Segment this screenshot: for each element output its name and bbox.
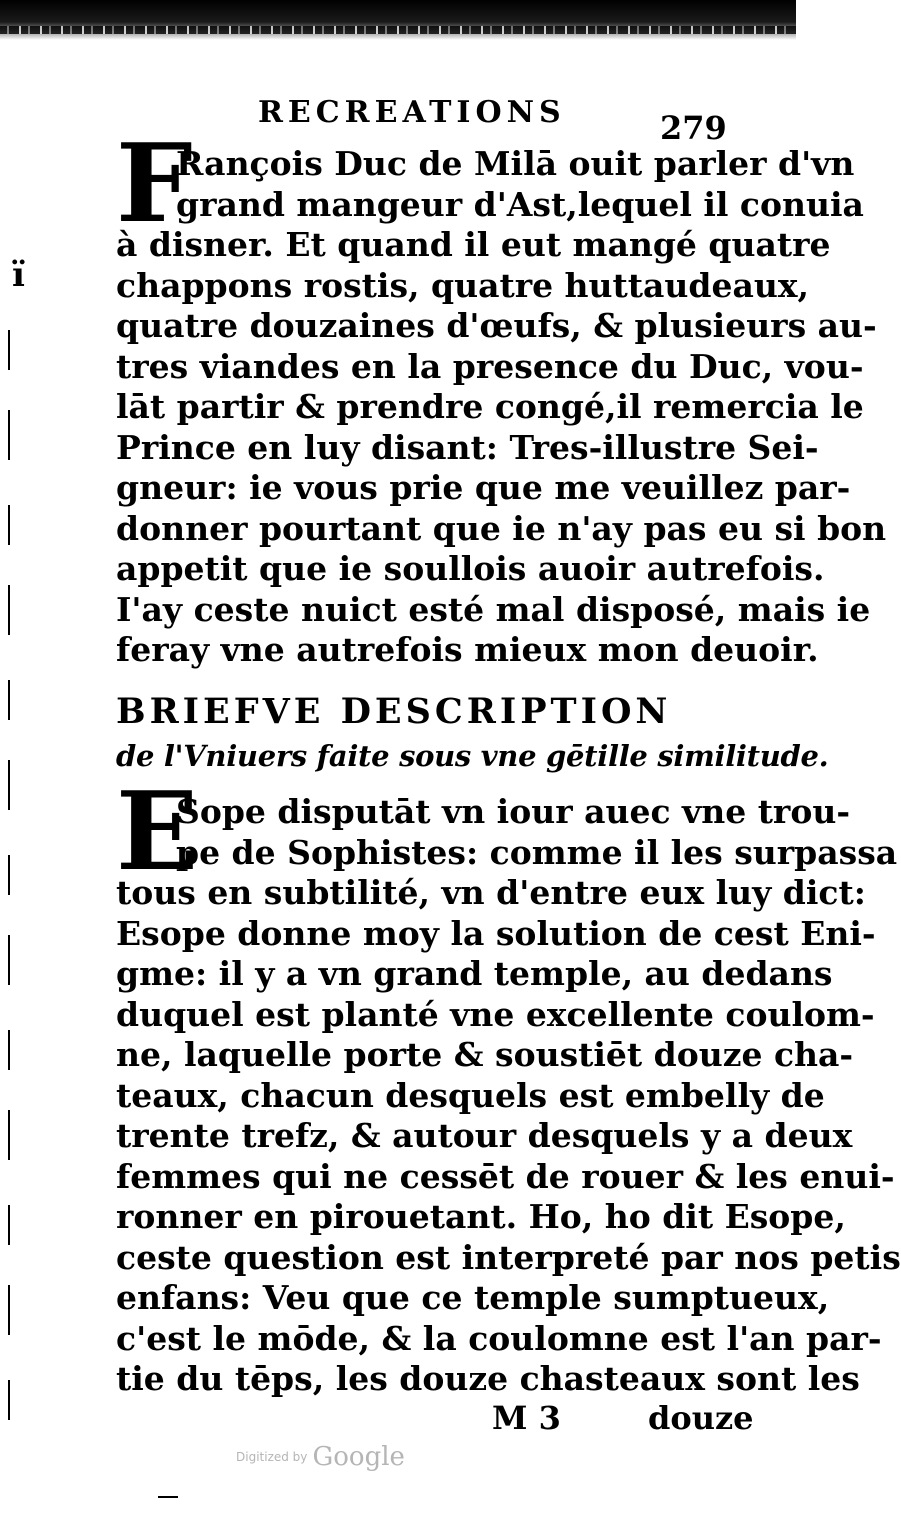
text-line: enfans: Veu que ce temple sumptueux,: [116, 1278, 830, 1317]
section-subheading: de l'Vniuers faite sous vne gētille similitude.: [116, 739, 829, 773]
text-line: femmes qui ne cessēt de rouer & les enui-: [116, 1156, 895, 1196]
text-line: tres viandes en la presence du Duc, vou-: [116, 346, 864, 386]
text-line: feray vne autrefois mieux mon deuoir.: [116, 630, 819, 669]
text-line: grand mangeur d'Ast,lequel il conuia: [176, 184, 864, 224]
text-line: pe de Sophistes: comme il les surpassa: [176, 832, 898, 872]
drop-cap-f: F: [116, 121, 193, 247]
text-line: tous en subtilité, vn d'entre eux luy dict:: [116, 873, 866, 912]
running-head: RECREATIONS: [258, 95, 566, 130]
text-line: c'est le mōde, & la coulomne est l'an par-: [116, 1318, 882, 1358]
catchword: douze: [648, 1399, 754, 1437]
text-line: gme: il y a vn grand temple, au dedans: [116, 954, 833, 993]
signature-mark: M 3: [492, 1399, 561, 1437]
binding-gutter: [0, 40, 24, 1515]
digitized-watermark: [236, 1442, 405, 1472]
text-line: Sope disputāt vn iour auec vne trou-: [176, 792, 851, 831]
text-line: trente trefz, & autour desquels y a deux: [116, 1116, 853, 1155]
story1-text: [116, 144, 887, 671]
text-line: duquel est planté vne excellente coulom-: [116, 994, 875, 1034]
text-line: ceste question est interpreté par nos petis: [116, 1237, 901, 1277]
text-line: tie du tēps, les douze chasteaux sont les: [116, 1359, 860, 1398]
text-line: I'ay ceste nuict esté mal disposé, mais ie: [116, 589, 871, 629]
google-logo-text: Google: [312, 1442, 405, 1472]
gutter-line: [8, 330, 10, 1450]
text-line: ne, laquelle porte & soustiēt douze cha-: [116, 1035, 854, 1074]
text-line: donner pourtant que ie n'ay pas eu si bon: [116, 508, 887, 548]
digitized-prefix: Digitized by: [236, 1450, 308, 1464]
text-line: Esope donne moy la solution de cest Eni-: [116, 913, 876, 953]
text-line: ronner en pirouetant. Ho, ho dit Esope,: [116, 1197, 846, 1236]
story2-text: [116, 792, 901, 1400]
page-number: 279: [660, 109, 727, 147]
text-line: Rançois Duc de Milā ouit parler d'vn: [176, 144, 855, 183]
text-line: Prince en luy disant: Tres-illustre Sei-: [116, 427, 819, 467]
page-top-edge: [0, 0, 796, 40]
section-heading: BRIEFVE DESCRIPTION: [116, 691, 672, 732]
text-line: lāt partir & prendre congé,il remercia le: [116, 387, 864, 426]
text-line: à disner. Et quand il eut mangé quatre: [116, 225, 831, 264]
text-line: gneur: ie vous prie que me veuillez par-: [116, 468, 851, 507]
gutter-mark: ï: [12, 255, 25, 295]
drop-cap-e: E: [116, 769, 199, 895]
text-line: teaux, chacun desquels est embelly de: [116, 1075, 825, 1115]
text-line: chappons rostis, quatre huttaudeaux,: [116, 265, 810, 305]
text-line: appetit que ie soullois auoir autrefois.: [116, 549, 825, 588]
text-line: quatre douzaines d'œufs, & plusieurs au-: [116, 306, 877, 345]
bottom-rule: [158, 1496, 178, 1498]
